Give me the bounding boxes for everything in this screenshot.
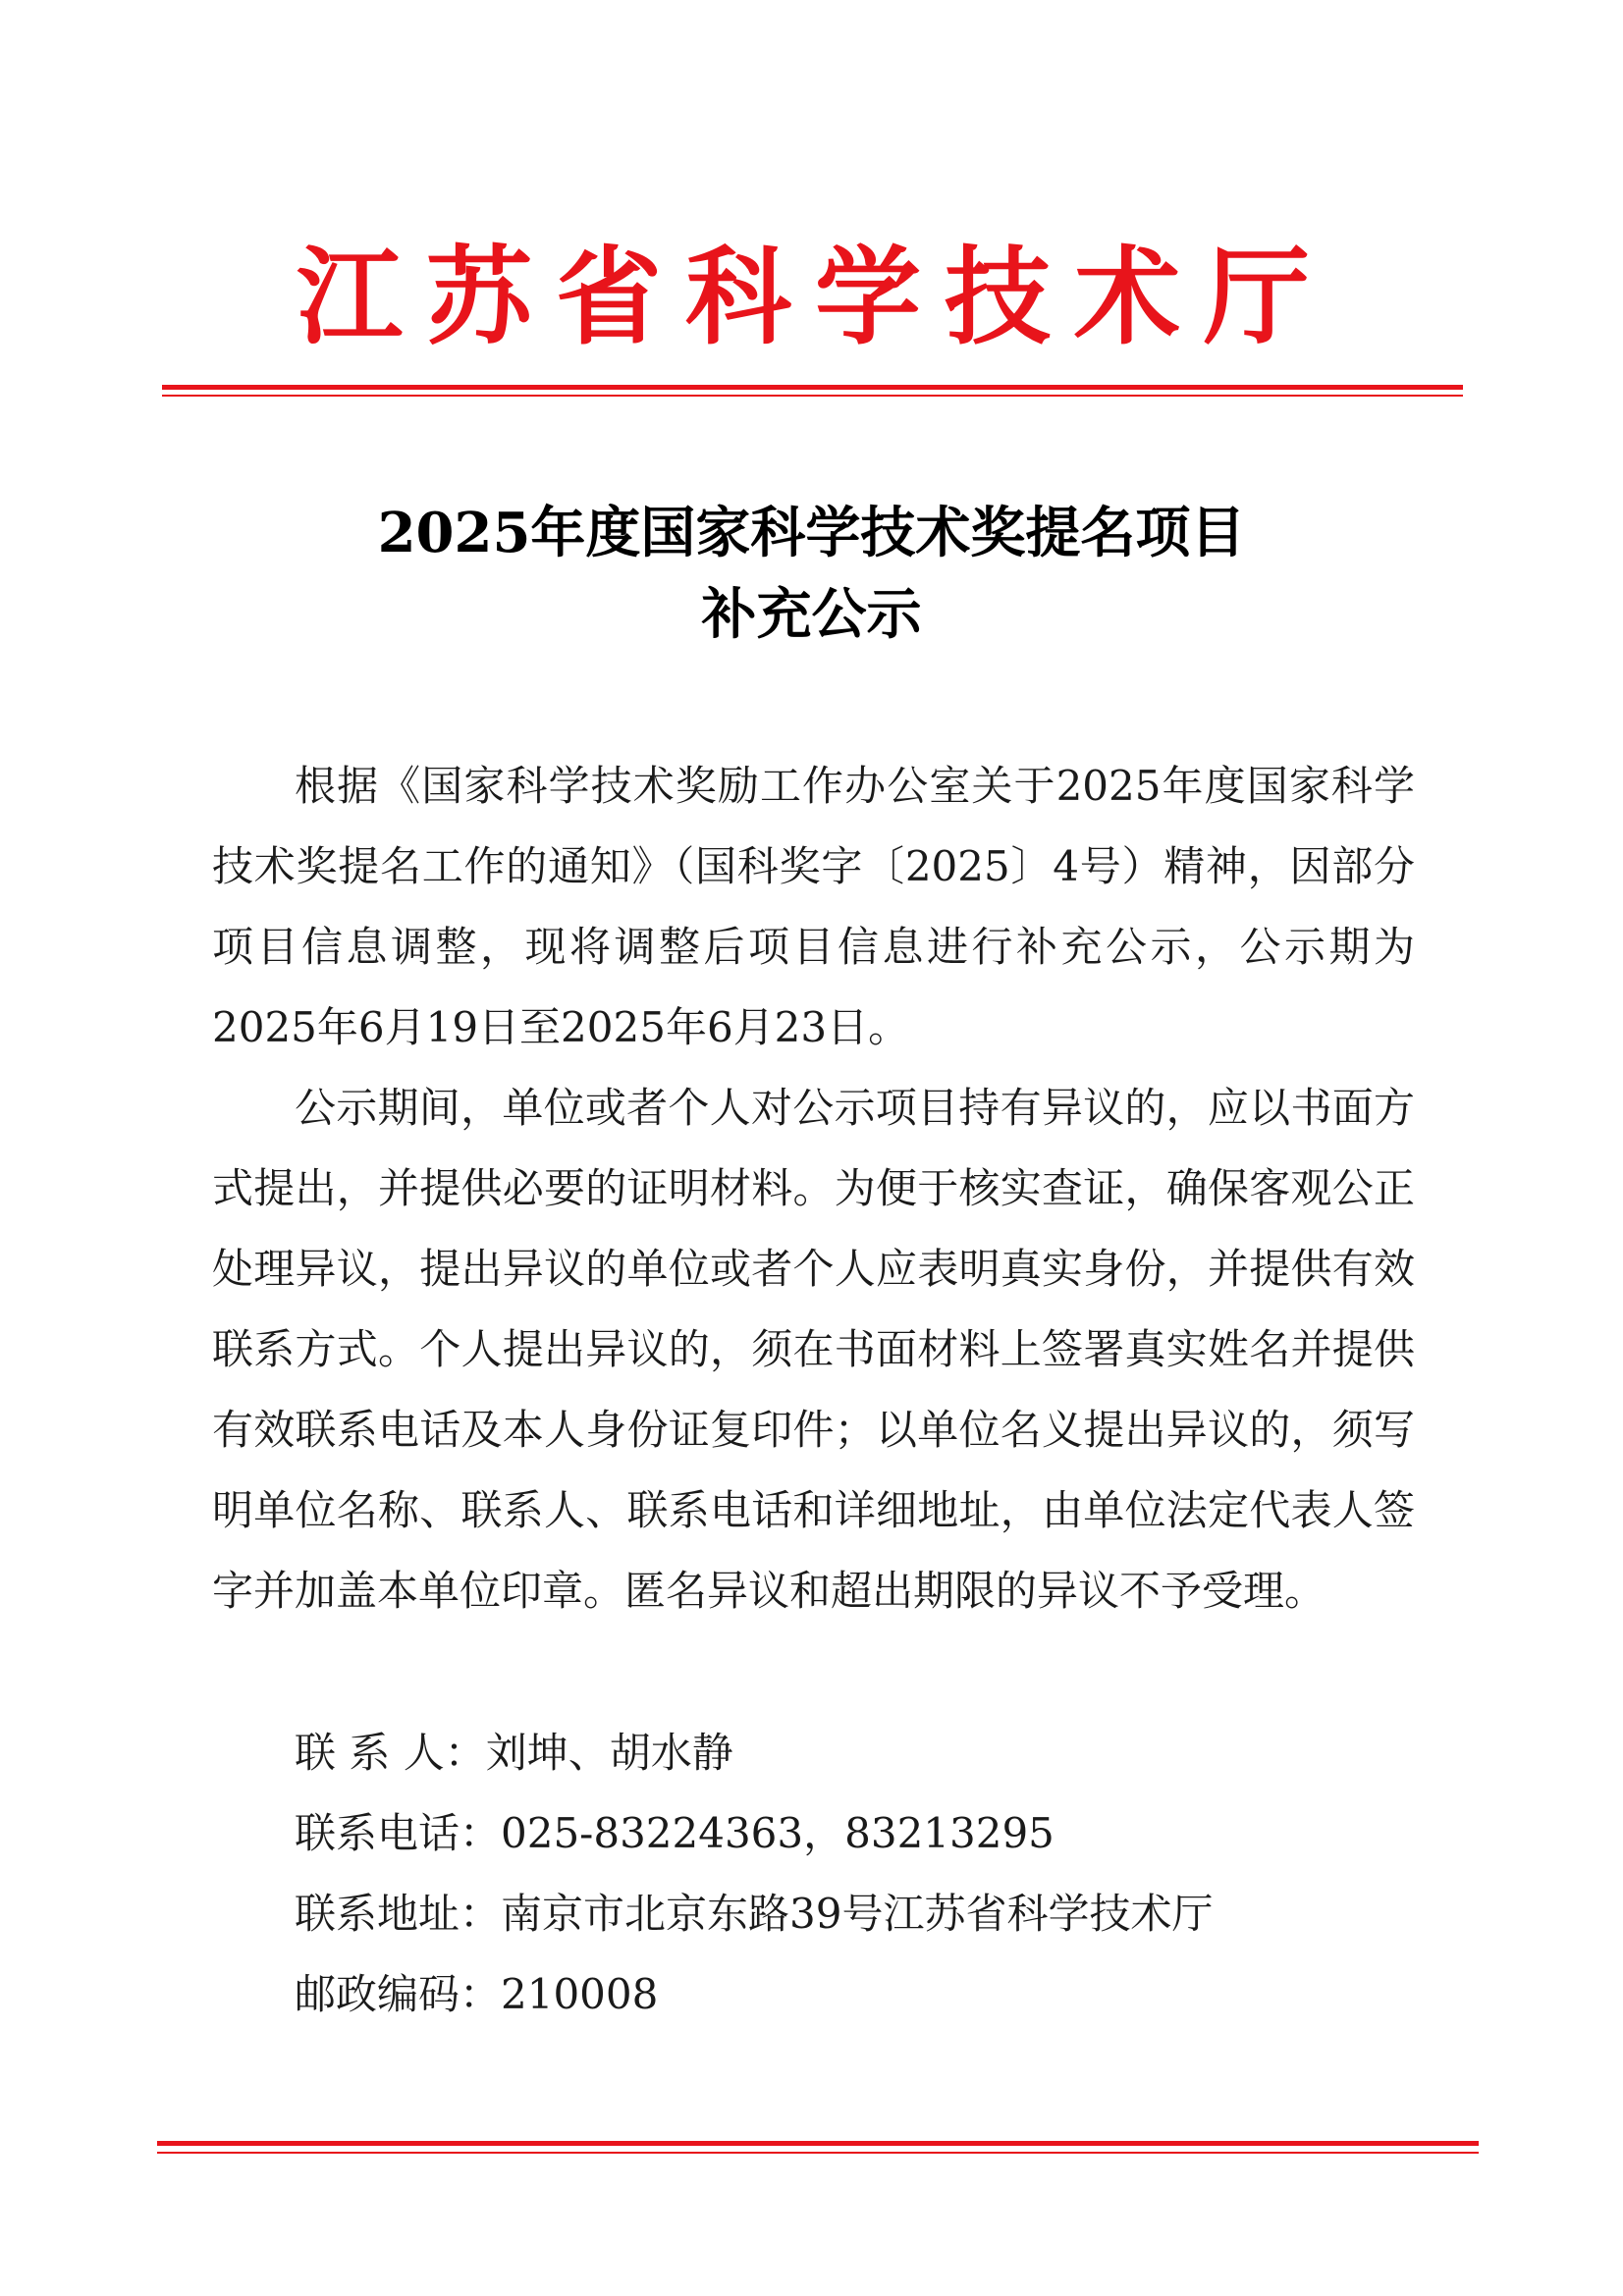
- masthead-rule-thick: [162, 385, 1463, 390]
- document-body: [212, 746, 1415, 1631]
- document-title-line2: 补充公示: [701, 582, 922, 647]
- footer-rule-thin: [157, 2152, 1479, 2154]
- contact-address: 联系地址：南京市北京东路39号江苏省科学技术厅: [295, 1890, 1214, 1938]
- contact-person: 联 系 人：刘坤、胡水静: [295, 1729, 733, 1777]
- masthead-title: 江苏省科学技术厅: [296, 236, 1333, 359]
- masthead-rule-thin: [162, 395, 1463, 397]
- body-paragraph-2: 公示期间，单位或者个人对公示项目持有异议的，应以书面方式提出，并提供必要的证明材料。为便于核实查证，确保客观公正处理异议，提出异议的单位或者个人应表明真实身份，并提供有效联系方式。个人提出异议的，须在书面材料上签署真实姓名并提供有效联系电话及本人身份证复印件；以单位名义提出异议的，须写明单位名称、联系人、联系电话和详细地址，由单位法定代表人签字并加盖本单位印章。匿名异议和超出期限的异议不予受理。: [212, 1084, 1415, 1615]
- body-paragraph-1: 根据《国家科学技术奖励工作办公室关于2025年度国家科学技术奖提名工作的通知》（国科奖字〔2025〕4号）精神，因部分项目信息调整，现将调整后项目信息进行补充公示，公示期为2025年6月19日至2025年6月23日。: [212, 762, 1415, 1051]
- contact-postcode: 邮政编码：210008: [295, 1970, 659, 2018]
- document-title-line1: 2025年度国家科学技术奖提名项目: [377, 501, 1246, 565]
- footer-rule-thick: [157, 2141, 1479, 2146]
- contact-phone: 联系电话：025-83224363，83213295: [295, 1809, 1055, 1857]
